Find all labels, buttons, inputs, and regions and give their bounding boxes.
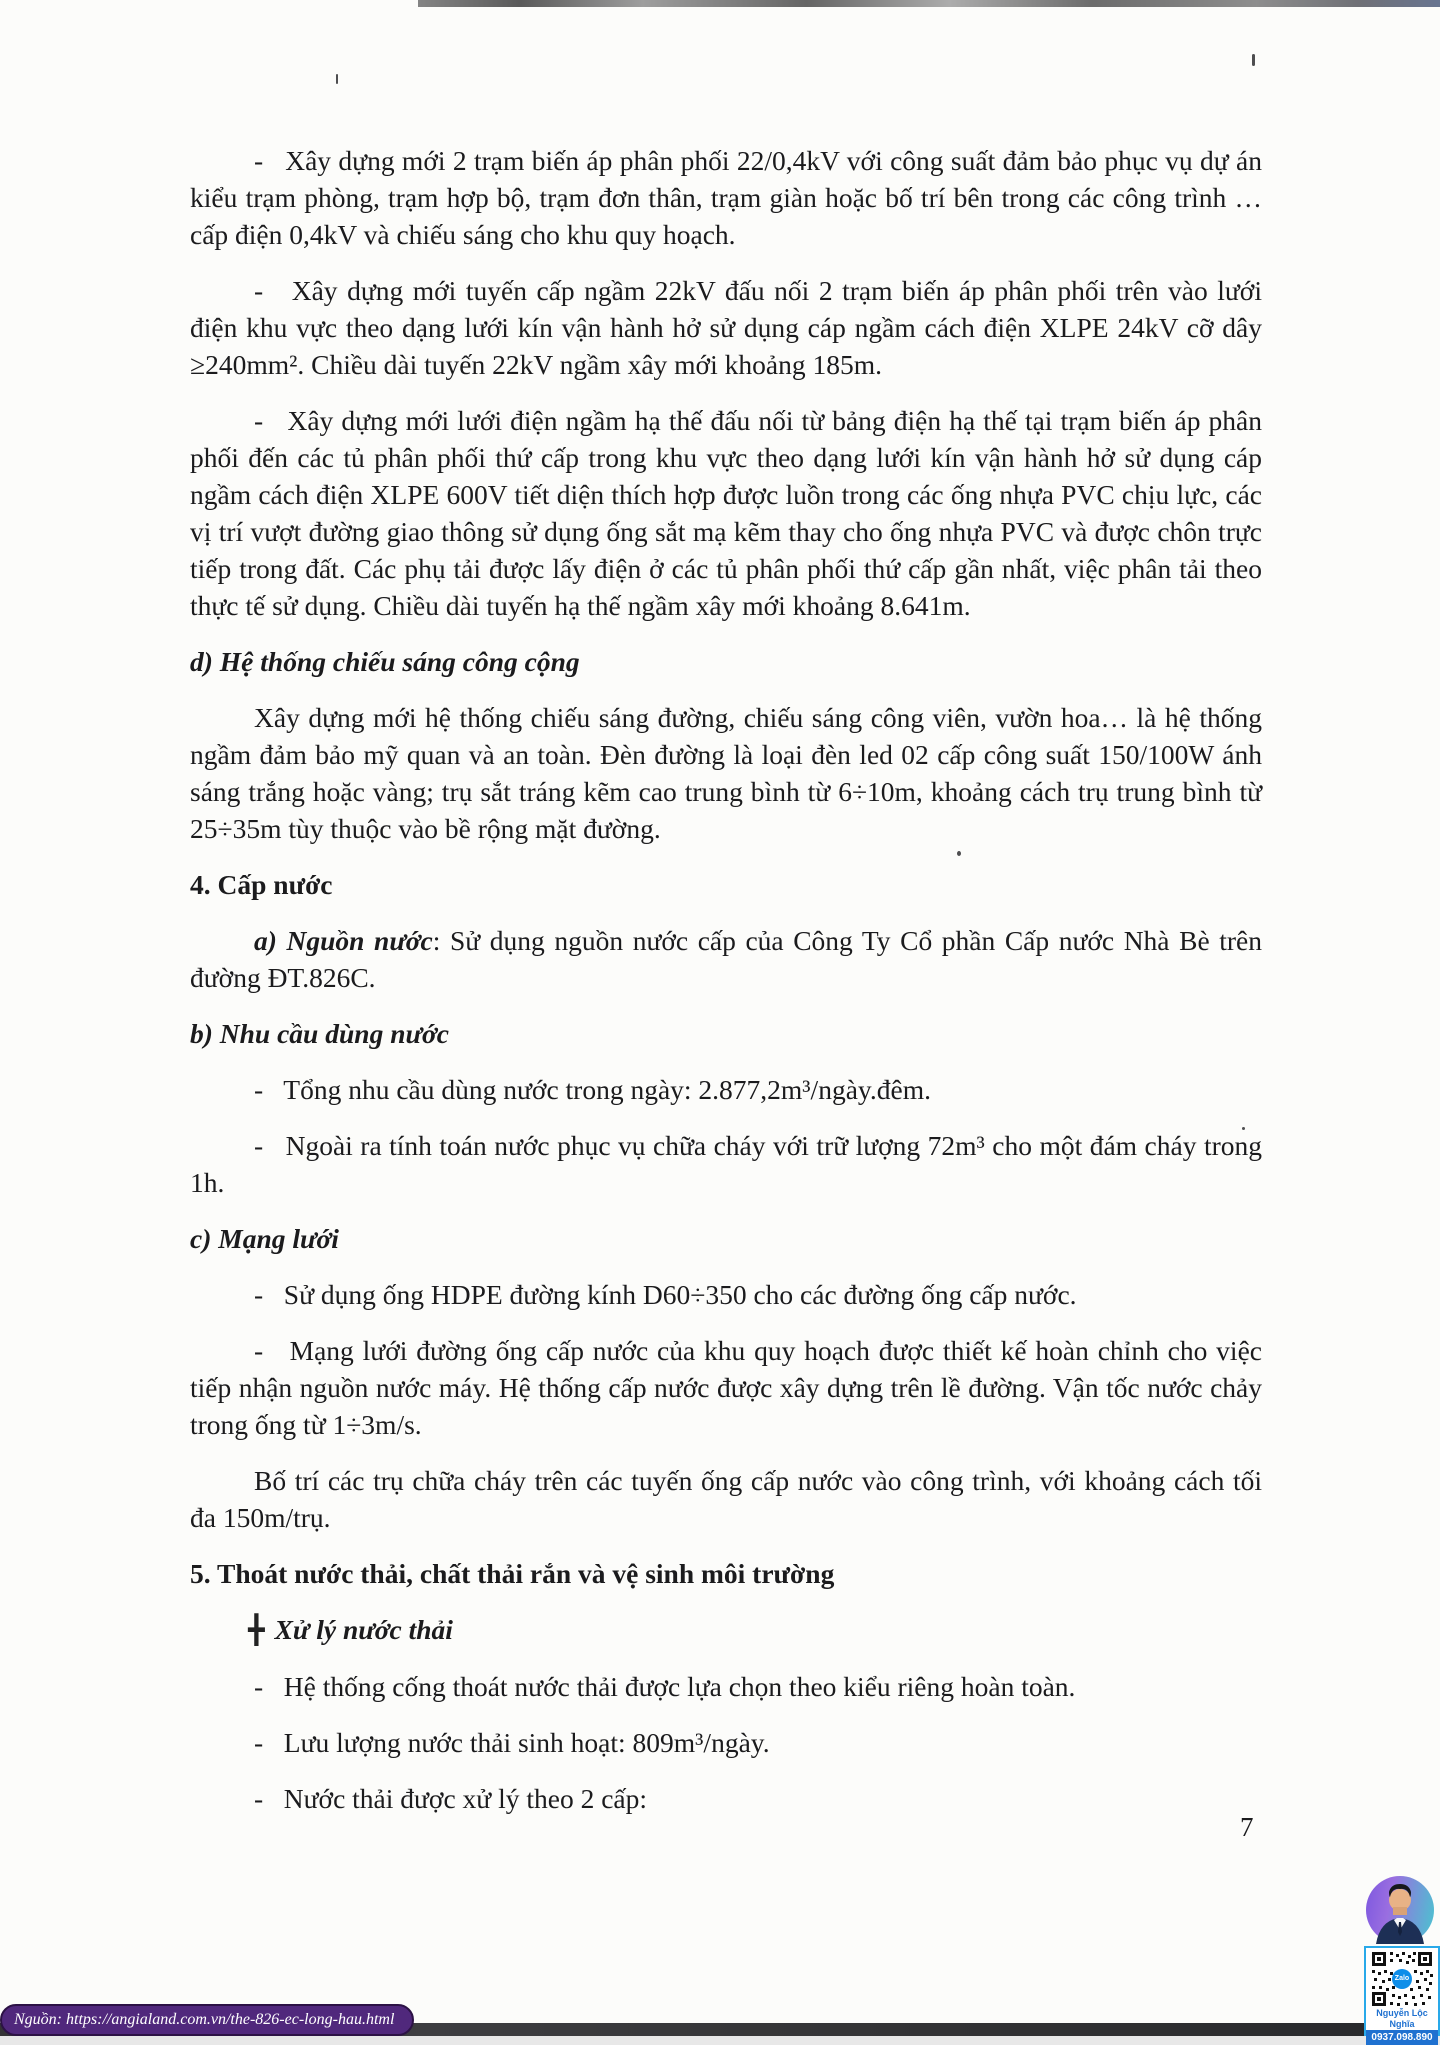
paragraph-pipe-network: - Mạng lưới đường ống cấp nước của khu quy hoạch được thiết kế hoàn chỉnh cho việc tiếp nhận nguồn nước máy. Hệ thống cấp nước được xây dựng trên lề đường. Vận tốc nước chảy trong ống từ 1÷3m/s.: [190, 1335, 1262, 1440]
paragraph-lighting-system: Xây dựng mới hệ thống chiếu sáng đường, chiếu sáng công viên, vườn hoa… là hệ thống ngầm đảm bảo mỹ quan và an toàn. Đèn đường là loại đèn led 02 cấp công suất 150/100W ánh sáng trắng hoặc vàng; trụ sắt tráng kẽm cao trung bình từ 6÷10m, khoảng cách trụ trung bình từ 25÷35m tùy thuộc vào bề rộng mặt đường.: [190, 702, 1262, 844]
paragraph-sewer-type: - Hệ thống cống thoát nước thải được lựa chọn theo kiểu riêng hoàn toàn.: [254, 1671, 1076, 1702]
scan-speck: [336, 74, 338, 84]
paragraph-hdpe-pipes: - Sử dụng ống HDPE đường kính D60÷350 cho các đường ống cấp nước.: [254, 1279, 1077, 1310]
zalo-logo: Zalo: [1392, 1969, 1412, 1989]
document-body: [190, 142, 1262, 1836]
water-source-lead: a) Nguồn nước: [254, 925, 433, 956]
paragraph-transformer-stations: - Xây dựng mới 2 trạm biến áp phân phối 22/0,4kV với công suất đảm bảo phục vụ dự án kiểu trạm phòng, trạm hợp bộ, trạm đơn thân, trạm giàn hoặc bố trí bên trong các công trình … cấp điện 0,4kV và chiếu sáng cho khu quy hoạch.: [190, 145, 1262, 250]
paragraph-low-voltage-grid: - Xây dựng mới lưới điện ngầm hạ thế đấu nối từ bảng điện hạ thế tại trạm biến áp phân phối đến các tủ phân phối thứ cấp trong khu vực theo dạng lưới kín vận hành hở sử dụng cáp ngầm cách điện XLPE 600V tiết diện thích hợp được luồn trong các ống nhựa PVC chịu lực, các vị trí vượt đường giao thông sử dụng ống sắt mạ kẽm thay cho ống nhựa PVC và được chôn trực tiếp trong đất. Các phụ tải được lấy điện ở các tủ phân phối thứ cấp gần nhất, việc phân tải theo thực tế sử dụng. Chiều dài tuyến hạ thế ngầm xây mới khoảng 8.641m.: [190, 405, 1262, 621]
person-portrait-graphic: [1366, 1876, 1434, 1944]
agent-avatar: [1366, 1876, 1434, 1944]
heading-public-lighting: d) Hệ thống chiếu sáng công cộng: [190, 646, 580, 677]
wastewater-treatment-label: Xử lý nước thải: [274, 1614, 453, 1645]
contact-phone: 0937.098.890: [1366, 2030, 1438, 2045]
paragraph-total-demand: - Tổng nhu cầu dùng nước trong ngày: 2.877,2m³/ngày.đêm.: [254, 1074, 931, 1105]
contact-name: Nguyễn Lộc Nghĩa: [1376, 2008, 1428, 2029]
paragraph-fire-reserve: - Ngoài ra tính toán nước phục vụ chữa cháy với trữ lượng 72m³ cho một đám cháy trong 1h.: [190, 1130, 1262, 1198]
paragraph-treatment-levels: - Nước thải được xử lý theo 2 cấp:: [254, 1783, 648, 1814]
zalo-contact-card: [1364, 1946, 1440, 2043]
plus-bullet-icon: ╋: [248, 1614, 265, 1646]
paragraph-fire-hydrants: Bố trí các trụ chữa cháy trên các tuyến ống cấp nước vào công trình, với khoảng cách tối đa 150m/trụ.: [190, 1465, 1262, 1533]
heading-wastewater-treatment: [248, 1611, 1262, 1649]
qr-code: [1370, 1950, 1434, 2008]
heading-water-supply: 4. Cấp nước: [190, 869, 333, 900]
paragraph-22kv-line: - Xây dựng mới tuyến cấp ngầm 22kV đấu nối 2 trạm biến áp phân phối trên vào lưới điện khu vực theo dạng lưới kín vận hành hở sử dụng cáp ngầm cách điện XLPE 24kV cỡ dây ≥240mm². Chiều dài tuyến 22kV ngầm xây mới khoảng 185m.: [190, 275, 1262, 380]
source-url-badge: Nguồn: https://angialand.com.vn/the-826-ec-long-hau.html: [0, 2004, 414, 2036]
heading-wastewater: 5. Thoát nước thải, chất thải rắn và vệ sinh môi trường: [190, 1558, 835, 1589]
scan-edge-artifact-top: [418, 0, 1440, 7]
heading-water-demand: b) Nhu cầu dùng nước: [190, 1018, 449, 1049]
paragraph-wastewater-flow: - Lưu lượng nước thải sinh hoạt: 809m³/ngày.: [254, 1727, 770, 1758]
page-number: 7: [1240, 1812, 1254, 1842]
scan-speck: [1252, 54, 1255, 66]
paragraph-water-source: [190, 922, 1262, 996]
heading-network: c) Mạng lưới: [190, 1223, 339, 1254]
water-source-text: : Sử dụng nguồn nước cấp của Công Ty Cổ phần Cấp nước Nhà Bè trên đường ĐT.826C.: [190, 925, 1262, 993]
